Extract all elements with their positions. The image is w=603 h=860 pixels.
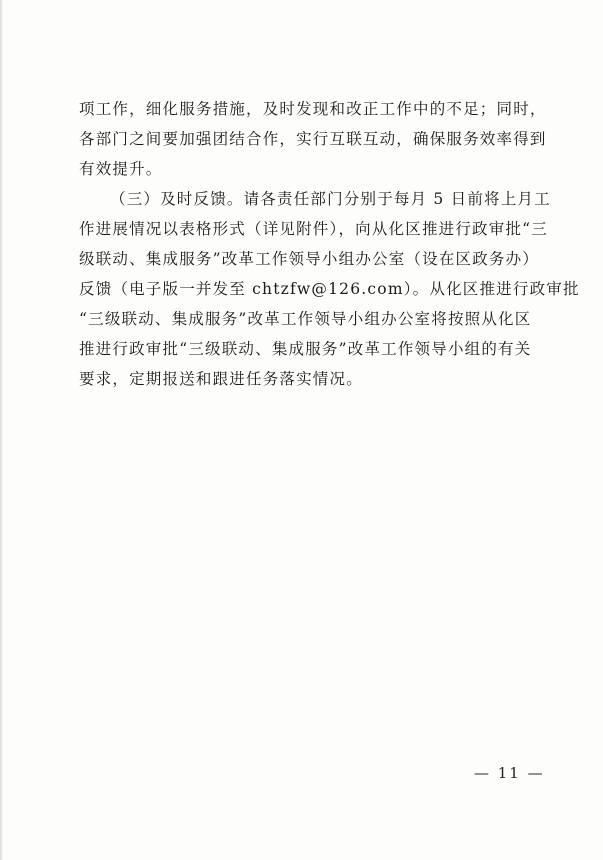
- body-line-2: 各部门之间要加强团结合作，实行互联互动，确保服务效率得到: [79, 130, 547, 148]
- body-line-9: 推进行政审批“三级联动、集成服务”改革工作领导小组的有关: [79, 340, 532, 358]
- body-line-8: “三级联动、集成服务”改革工作领导小组办公室将按照从化区: [79, 310, 532, 328]
- page-number: — 11 —: [474, 764, 545, 782]
- page-edge-shadow: [0, 0, 3, 860]
- body-line-6: 级联动、集成服务”改革工作领导小组办公室（设在区政务办）: [79, 250, 540, 268]
- body-line-10: 要求，定期报送和跟进任务落实情况。: [79, 370, 363, 388]
- body-line-1: 项工作，细化服务措施，及时发现和改正工作中的不足；同时，: [79, 100, 547, 118]
- body-line-5: 作进展情况以表格形式（详见附件），向从化区推进行政审批“三: [79, 220, 548, 238]
- body-line-4-section-heading: （三）及时反馈。请各责任部门分别于每月 5 日前将上月工: [110, 190, 551, 208]
- body-line-7: 反馈（电子版一并发至 chtzfw@126.com）。从化区推进行政审批: [79, 280, 580, 298]
- document-body: [79, 94, 580, 394]
- body-line-3: 有效提升。: [79, 160, 163, 178]
